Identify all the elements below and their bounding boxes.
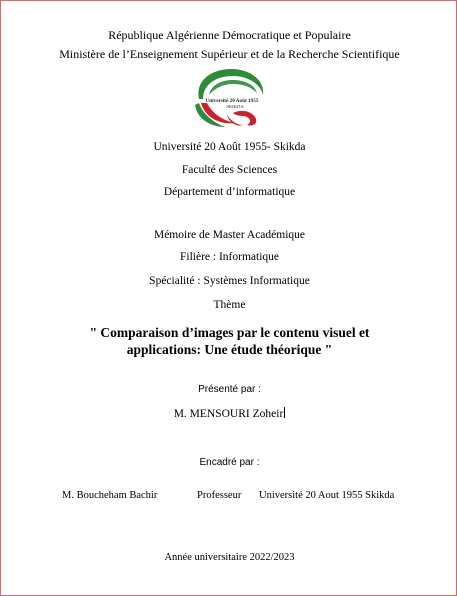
- presented-by-label: Présenté par :: [198, 384, 261, 395]
- supervisor-rank: Professeur: [197, 490, 242, 501]
- memoire-type: Mémoire de Master Académique: [153, 229, 306, 241]
- faculty-name: Faculté des Sciences: [181, 164, 278, 176]
- theme-label: Thème: [213, 299, 246, 311]
- logo-text-line1: Université 20 Août 1955: [205, 98, 259, 104]
- text-cursor: [284, 407, 285, 418]
- thesis-title-line2: applications: Une étude théorique ": [126, 342, 333, 357]
- presenter-name: M. MENSOURI Zoheir: [173, 408, 284, 420]
- supervised-by-label: Encadré par :: [199, 457, 260, 468]
- logo-text-line2: SKIKDA: [226, 104, 244, 109]
- specialite: Spécialité : Systèmes Informatique: [149, 275, 310, 287]
- academic-year: Année universitaire 2022/2023: [164, 552, 295, 563]
- university-name: Université 20 Août 1955- Skikda: [153, 141, 306, 153]
- presenter-name-wrap: [1, 407, 457, 420]
- university-emblem-icon: [189, 65, 271, 129]
- supervisor-row: [1, 490, 457, 504]
- supervisor-name: M. Boucheham Bachir: [62, 490, 158, 501]
- ministry-heading: Ministère de l’Enseignement Supérieur et de la Recherche Scientifique: [59, 47, 400, 61]
- supervisor-institution: Université 20 Aout 1955 Skikda: [259, 490, 395, 501]
- republic-heading: République Algérienne Démocratique et Populaire: [108, 28, 351, 42]
- thesis-title-line1: " Comparaison d’images par le contenu visuel et: [89, 325, 370, 340]
- thesis-title: [1, 324, 457, 358]
- department-name: Département d’informatique: [163, 186, 296, 198]
- filiere: Filière : Informatique: [180, 251, 279, 263]
